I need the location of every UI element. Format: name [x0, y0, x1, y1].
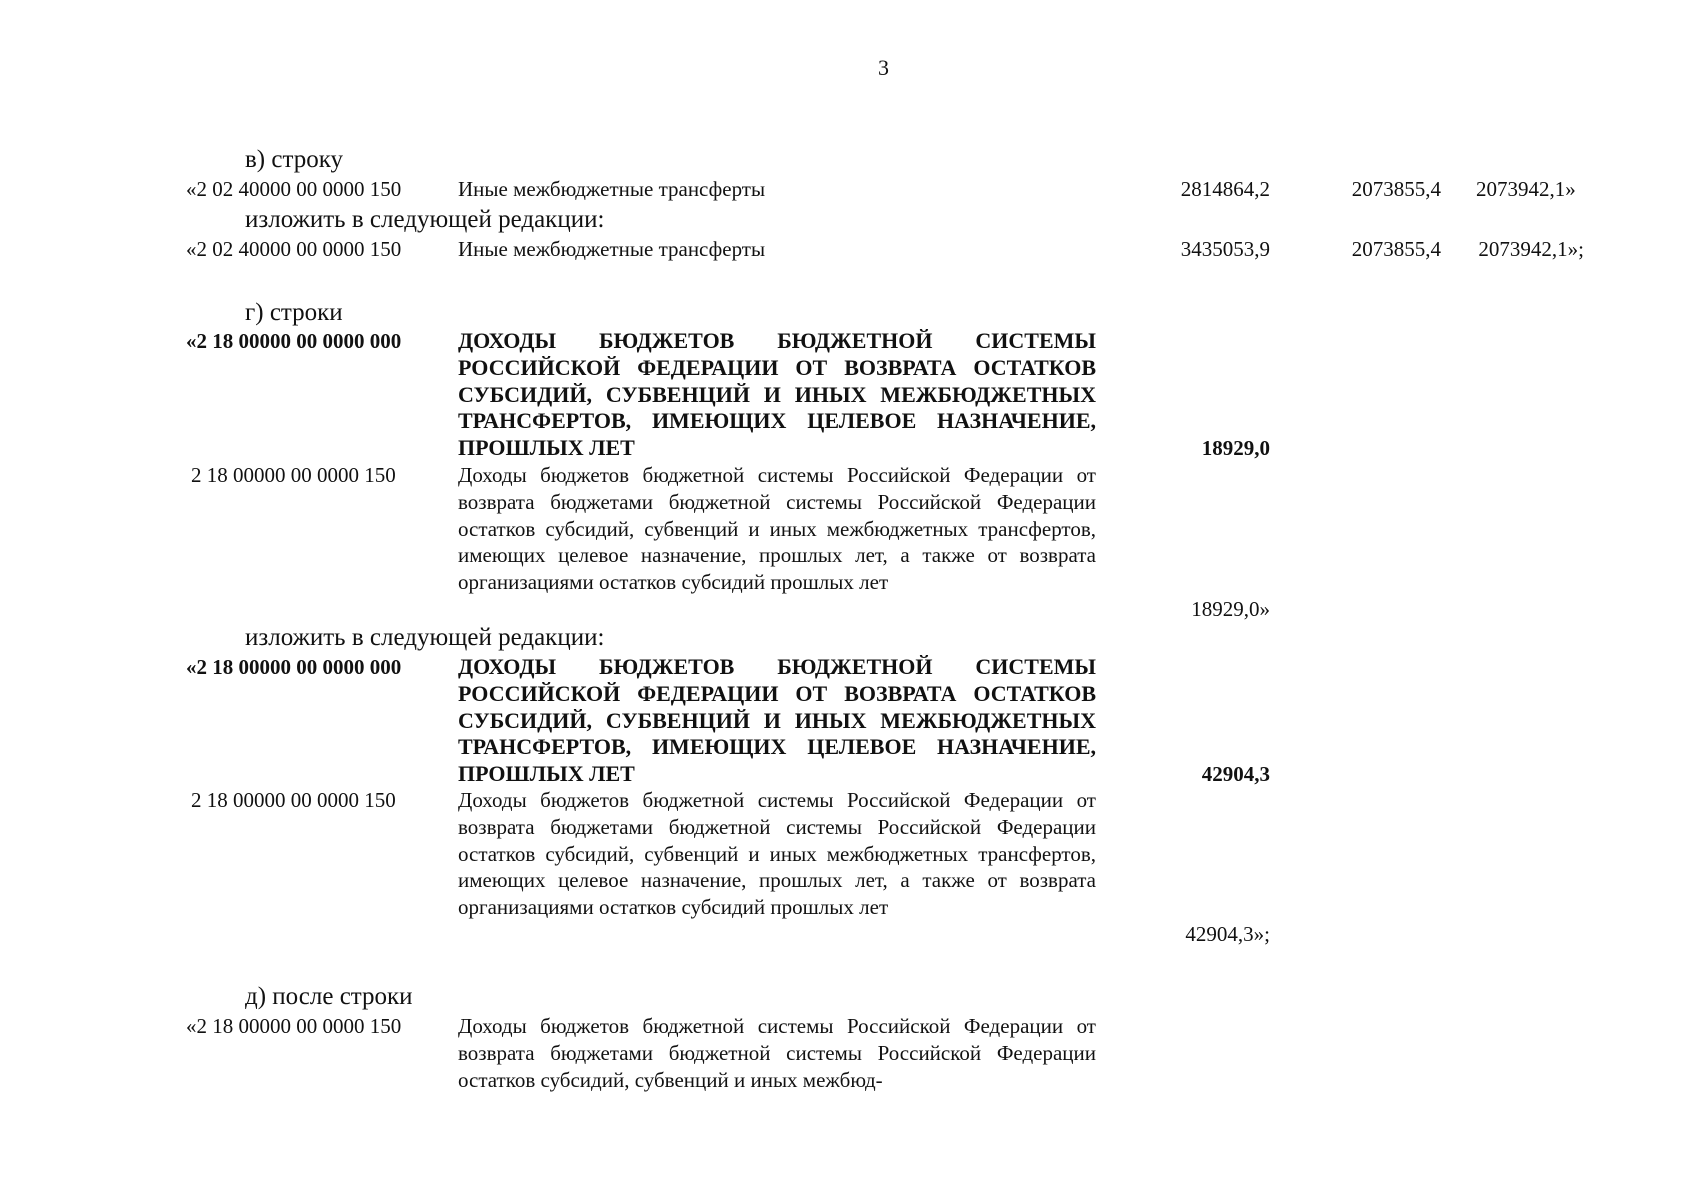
page-number: 3 [878, 55, 889, 80]
row-value-2: 2073855,4 [1351, 237, 1441, 261]
row-name: ДОХОДЫ БЮДЖЕТОВ БЮДЖЕТНОЙ СИСТЕМЫ РОССИЙСКОЙ ФЕДЕРАЦИИ ОТ ВОЗВРАТА ОСТАТКОВ СУБСИДИЙ, СУБВЕНЦИЙ И ИНЫХ МЕЖБЮДЖЕТНЫХ ТРАНСФЕРТОВ, ИМЕЮЩИХ ЦЕЛЕВОЕ НАЗНАЧЕНИЕ, ПРОШЛЫХ ЛЕТ [458, 654, 1096, 787]
row-name: ДОХОДЫ БЮДЖЕТОВ БЮДЖЕТНОЙ СИСТЕМЫ РОССИЙСКОЙ ФЕДЕРАЦИИ ОТ ВОЗВРАТА ОСТАТКОВ СУБСИДИЙ, СУБВЕНЦИЙ И ИНЫХ МЕЖБЮДЖЕТНЫХ ТРАНСФЕРТОВ, ИМЕЮЩИХ ЦЕЛЕВОЕ НАЗНАЧЕНИЕ, ПРОШЛЫХ ЛЕТ [458, 328, 1096, 461]
row-name: Иные межбюджетные трансферты [458, 237, 766, 261]
row-value-3: 2073942,1» [1476, 177, 1576, 201]
row-value-1: 2814864,2 [1180, 177, 1270, 201]
row-value-1: 18929,0 [1201, 436, 1270, 460]
row-name: Доходы бюджетов бюджетной системы Российской Федерации от возврата бюджетами бюджетной системы Российской Федерации остатков субсидий, субвенций и иных межбюд- [458, 1014, 1096, 1092]
row-code: 2 18 00000 00 0000 150 [191, 788, 396, 812]
row-name: Иные межбюджетные трансферты [458, 177, 766, 201]
row-name: Доходы бюджетов бюджетной системы Российской Федерации от возврата бюджетами бюджетной системы Российской Федерации остатков субсидий, субвенций и иных межбюджетных трансфертов, имеющих целевое назначение, прошлых лет, а также от возврата организациями остатков субсидий прошлых лет [458, 463, 1096, 595]
section-v-replace-label: изложить в следующей редакции: [245, 206, 605, 233]
row-name: Доходы бюджетов бюджетной системы Российской Федерации от возврата бюджетами бюджетной системы Российской Федерации остатков субсидий, субвенций и иных межбюджетных трансфертов, имеющих целевое назначение, прошлых лет, а также от возврата организациями остатков субсидий прошлых лет [458, 788, 1096, 920]
row-value-1: 42904,3»; [1185, 922, 1270, 946]
section-g-replace-label: изложить в следующей редакции: [245, 624, 605, 651]
row-value-1: 42904,3 [1201, 762, 1270, 786]
section-g-heading: г) строки [245, 299, 343, 326]
row-code: «2 18 00000 00 0000 000 [186, 655, 402, 679]
section-v-heading: в) строку [245, 146, 343, 173]
row-code: «2 18 00000 00 0000 000 [186, 329, 402, 353]
row-value-1: 3435053,9 [1180, 237, 1270, 261]
row-value-3: 2073942,1»; [1478, 237, 1584, 261]
row-code: «2 18 00000 00 0000 150 [186, 1014, 402, 1038]
row-value-2: 2073855,4 [1351, 177, 1441, 201]
row-value-1: 18929,0» [1191, 597, 1270, 621]
row-code: «2 02 40000 00 0000 150 [186, 237, 402, 261]
section-d-heading: д) после строки [245, 983, 413, 1010]
row-code: 2 18 00000 00 0000 150 [191, 463, 396, 487]
row-code: «2 02 40000 00 0000 150 [186, 177, 402, 201]
